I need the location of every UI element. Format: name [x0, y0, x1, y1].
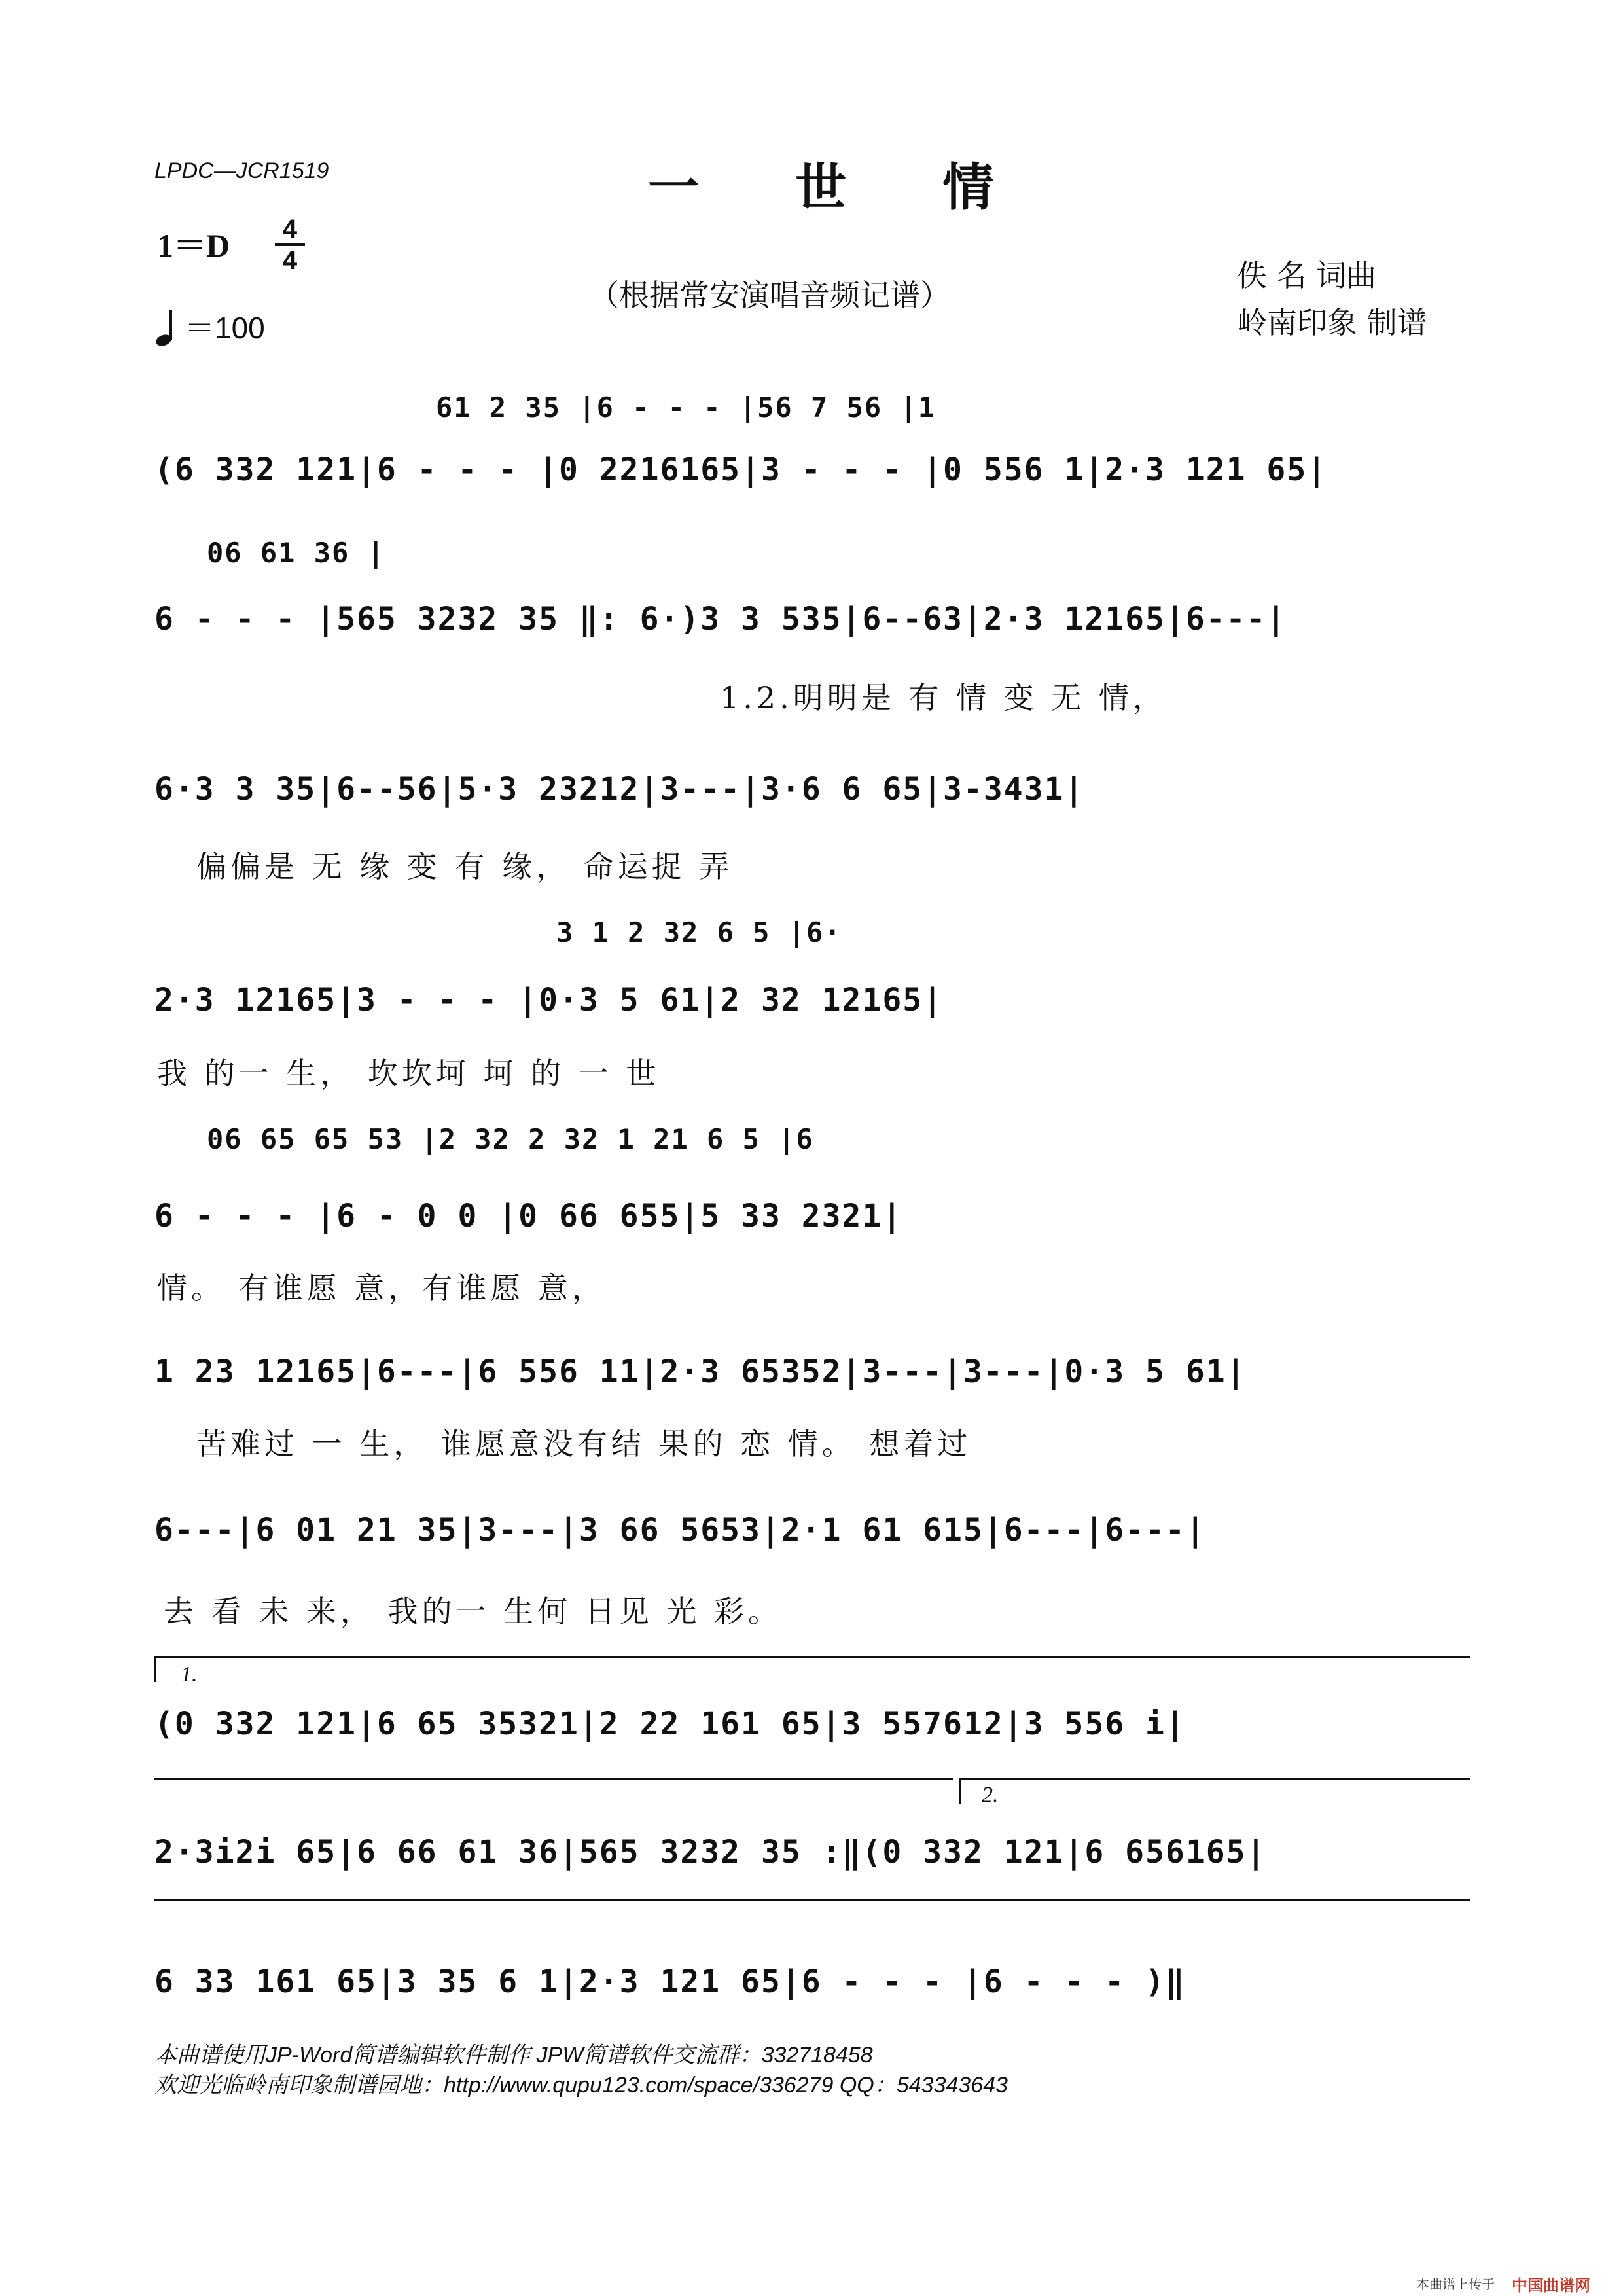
ending-2-label: 2.	[982, 1783, 999, 1807]
ending-1-bracket	[154, 1656, 1470, 1658]
score-line-4: 2·3 12165|3 - - - |0·3 5 61|2 32 12165|	[154, 982, 944, 1018]
lyric-line-5: 苦难过 一 生， 谁愿意没有结 果的 恋 情。 想着过	[196, 1426, 972, 1462]
ending-2-bracket	[959, 1778, 1470, 1780]
upper-voice-3: 3 1 2 32 6 5 |6·	[556, 916, 842, 948]
ending-1-label: 1.	[181, 1662, 198, 1687]
site-logo: 中国曲谱网	[1512, 2277, 1590, 2295]
tempo-marking: ＝100	[185, 311, 265, 345]
page-title: 一 世 情	[648, 158, 1033, 217]
quarter-note-icon	[154, 308, 181, 347]
score-code: LPDC—JCR1519	[154, 158, 329, 183]
subtitle: （根据常安演唱音频记谱）	[589, 278, 950, 313]
lyric-line-1: 1.2.明明是 有 情 变 无 情，	[720, 680, 1167, 715]
meter-bottom: 4	[282, 246, 298, 275]
footer-website-note: 欢迎光临岭南印象制谱园地：http://www.qupu123.com/space/336279 QQ：543343643	[154, 2073, 1008, 2098]
score-line-6: 1 23 12165|6---|6 556 11|2·3 65352|3---|3---|0·3 5 61|	[154, 1354, 1247, 1390]
score-line-8: (0 332 121|6 65 35321|2 22 161 65|3 557612|3 556 i|	[154, 1706, 1186, 1742]
score-line-2: 6 - - - |565 3232 35 ‖: 6·)3 3 535|6--63|2·3 12165|6---|	[154, 601, 1287, 637]
time-signature	[275, 216, 305, 274]
score-line-10: 6 33 161 65|3 35 6 1|2·3 121 65|6 - - - |6 - - - )‖	[154, 1964, 1186, 2000]
credit-lyrics-music: 佚 名 词曲	[1237, 258, 1377, 293]
footer-software-note: 本曲谱使用JP-Word简谱编辑软件制作 JPW简谱软件交流群：332718458	[154, 2043, 873, 2068]
meter-top: 4	[282, 215, 298, 243]
upper-voice-4: 06 65 65 53 |2 32 2 32 1 21 6 5 |6	[207, 1123, 814, 1155]
upload-note: 本曲谱上传于	[1416, 2278, 1495, 2292]
score-line-5: 6 - - - |6 - 0 0 |0 66 655|5 33 2321|	[154, 1198, 903, 1234]
lyric-line-2: 偏偏是 无 缘 变 有 缘， 命运捉 弄	[196, 849, 734, 884]
lyric-line-4: 情。 有谁愿 意，有谁愿 意，	[157, 1270, 606, 1306]
upper-voice-1: 61 2 35 |6 - - - |56 7 56 |1	[436, 391, 936, 423]
upper-voice-2: 06 61 36 |	[207, 537, 385, 569]
score-line-1: (6 332 121|6 - - - |0 2216165|3 - - - |0 556 1|2·3 121 65|	[154, 452, 1328, 488]
lyric-line-6: 去 看 未 来， 我的一 生何 日见 光 彩。	[164, 1594, 782, 1629]
score-line-7: 6---|6 01 21 35|3---|3 66 5653|2·1 61 615|6---|6---|	[154, 1512, 1206, 1549]
key-signature: 1＝D	[157, 227, 230, 264]
lyric-line-3: 我 的一 生， 坎坎坷 坷 的 一 世	[157, 1056, 660, 1091]
score-line-3: 6·3 3 35|6--56|5·3 23212|3---|3·6 6 65|3-3431|	[154, 771, 1085, 808]
credit-arranger: 岭南印象 制谱	[1237, 305, 1427, 340]
score-line-9: 2·3i2i 65|6 66 61 36|565 3232 35 :‖(0 332 121|6 656165|	[154, 1834, 1267, 1871]
